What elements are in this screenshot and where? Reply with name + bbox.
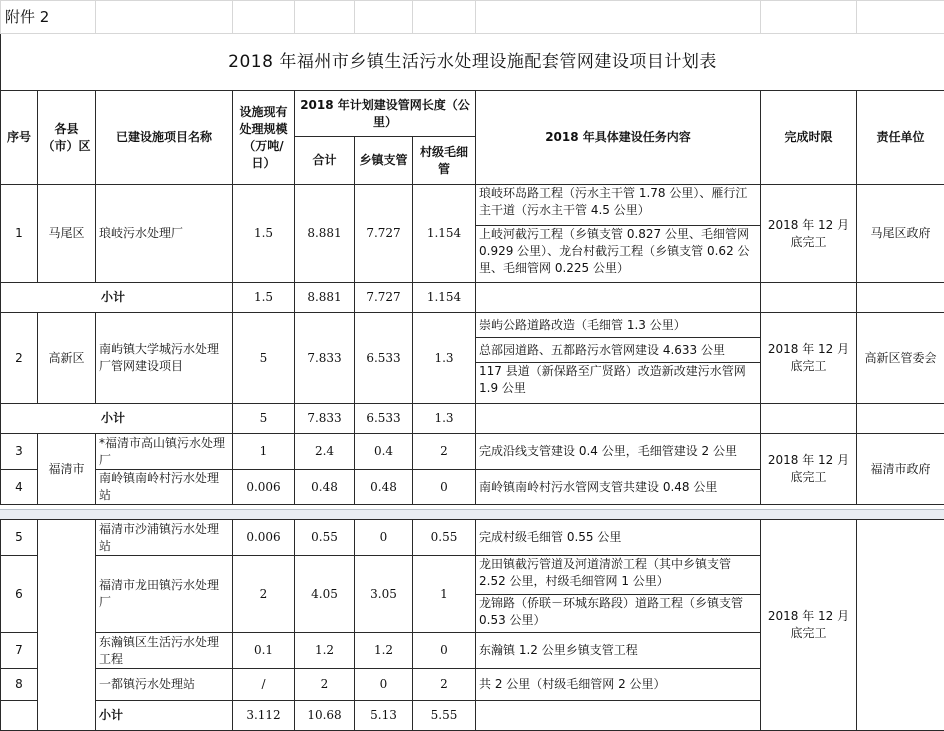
header-capacity: 设施现有处理规模（万吨/日） <box>233 91 295 185</box>
row-unit: 福清市政府 <box>857 434 944 505</box>
row-deadline: 2018 年 12 月底完工 <box>761 520 857 731</box>
header-project: 已建设施项目名称 <box>96 91 233 185</box>
empty-cell <box>857 404 944 434</box>
row-project: 南屿镇大学城污水处理厂管网建设项目 <box>96 313 233 404</box>
grid-cell[interactable] <box>413 1 476 34</box>
subtotal-capacity: 3.112 <box>233 701 295 731</box>
row-county: 高新区 <box>38 313 96 404</box>
row-town: 0.4 <box>355 434 413 470</box>
row-village: 2 <box>413 434 476 470</box>
row-town: 0.48 <box>355 470 413 505</box>
row-seq: 3 <box>1 434 38 470</box>
table-row <box>1 185 944 283</box>
subtotal-village: 1.154 <box>413 283 476 313</box>
row-village: 0 <box>413 633 476 669</box>
task-item: 完成村级毛细管 0.55 公里 <box>476 520 761 556</box>
row-total: 7.833 <box>295 313 355 404</box>
row-village: 0.55 <box>413 520 476 556</box>
header-length-group: 2018 年计划建设管网长度（公里） <box>295 91 476 137</box>
row-capacity: / <box>233 669 295 701</box>
task-item: 龙田镇截污管道及河道清淤工程（其中乡镇支管 2.52 公里，村级毛细管网 1 公里） <box>476 556 760 595</box>
subtotal-town: 5.13 <box>355 701 413 731</box>
row-town: 0 <box>355 669 413 701</box>
grid-cell[interactable] <box>761 1 857 34</box>
row-county <box>38 520 96 731</box>
row-unit <box>857 520 944 731</box>
row-tasks <box>476 185 761 283</box>
row-capacity: 1 <box>233 434 295 470</box>
row-town: 3.05 <box>355 556 413 633</box>
header-county: 各县（市）区 <box>38 91 96 185</box>
row-total: 0.55 <box>295 520 355 556</box>
task-item: 龙锦路（侨联－环城东路段）道路工程（乡镇支管 0.53 公里） <box>479 596 744 627</box>
empty-cell <box>476 283 761 313</box>
row-village: 0 <box>413 470 476 505</box>
row-total: 1.2 <box>295 633 355 669</box>
row-capacity: 2 <box>233 556 295 633</box>
header-village: 村级毛细管 <box>413 137 476 185</box>
empty-cell <box>1 701 38 731</box>
row-capacity: 0.006 <box>233 520 295 556</box>
task-item: 完成沿线支管建设 0.4 公里，毛细管建设 2 公里 <box>476 434 761 470</box>
row-unit: 高新区管委会 <box>857 313 944 404</box>
table-row <box>1 434 944 470</box>
header-seq: 序号 <box>1 91 38 185</box>
row-project: 东瀚镇区生活污水处理工程 <box>96 633 233 669</box>
row-county: 马尾区 <box>38 185 96 283</box>
row-total: 2.4 <box>295 434 355 470</box>
subtotal-capacity: 5 <box>233 404 295 434</box>
row-village: 1.154 <box>413 185 476 283</box>
task-item: 崇屿公路道路改造（毛细管 1.3 公里） <box>476 313 760 338</box>
empty-cell <box>857 283 944 313</box>
row-unit: 马尾区政府 <box>857 185 944 283</box>
row-project: 福清市沙浦镇污水处理站 <box>96 520 233 556</box>
row-total: 4.05 <box>295 556 355 633</box>
row-deadline: 2018 年 12 月底完工 <box>761 185 857 283</box>
row-capacity: 5 <box>233 313 295 404</box>
subtotal-total: 7.833 <box>295 404 355 434</box>
row-capacity: 0.1 <box>233 633 295 669</box>
grid-cell[interactable] <box>857 1 944 34</box>
subtotal-label: 小计 <box>1 404 233 434</box>
row-deadline: 2018 年 12 月底完工 <box>761 434 857 505</box>
row-village: 1 <box>413 556 476 633</box>
row-project: 一都镇污水处理站 <box>96 669 233 701</box>
row-seq: 5 <box>1 520 38 556</box>
table-row <box>1 520 944 556</box>
grid-cell[interactable] <box>295 1 355 34</box>
empty-cell <box>761 404 857 434</box>
row-seq: 6 <box>1 556 38 633</box>
subtotal-label: 小计 <box>1 283 233 313</box>
subtotal-total: 10.68 <box>295 701 355 731</box>
grid-cell[interactable] <box>96 1 233 34</box>
table-title: 2018 年福州市乡镇生活污水处理设施配套管网建设项目计划表 <box>1 34 944 91</box>
annex-label: 附件 2 <box>1 1 96 34</box>
task-item: 南岭镇南岭村污水管网支管共建设 0.48 公里 <box>476 470 761 505</box>
task-item: 上岐河截污工程（乡镇支管 0.827 公里、毛细管网 0.929 公里）、龙台村截污工程（乡镇支管 0.62 公里、毛细管网 0.225 公里） <box>479 227 750 275</box>
row-town: 6.533 <box>355 313 413 404</box>
row-project: *福清市高山镇污水处理厂 <box>96 434 233 470</box>
task-item: 总部园道路、五都路污水管网建设 4.633 公里 <box>476 338 760 363</box>
row-seq: 2 <box>1 313 38 404</box>
row-tasks <box>476 313 761 404</box>
row-town: 1.2 <box>355 633 413 669</box>
grid-cell[interactable] <box>476 1 761 34</box>
row-capacity: 0.006 <box>233 470 295 505</box>
table-row <box>1 313 944 404</box>
empty-cell <box>761 283 857 313</box>
row-seq: 4 <box>1 470 38 505</box>
subtotal-row <box>1 404 944 434</box>
header-total: 合计 <box>295 137 355 185</box>
row-village: 2 <box>413 669 476 701</box>
subtotal-village: 1.3 <box>413 404 476 434</box>
task-item: 共 2 公里（村级毛细管网 2 公里） <box>476 669 761 701</box>
task-item: 东瀚镇 1.2 公里乡镇支管工程 <box>476 633 761 669</box>
row-town: 0 <box>355 520 413 556</box>
subtotal-town: 6.533 <box>355 404 413 434</box>
subtotal-row <box>1 283 944 313</box>
row-capacity: 1.5 <box>233 185 295 283</box>
subtotal-village: 5.55 <box>413 701 476 731</box>
row-total: 2 <box>295 669 355 701</box>
row-town: 7.727 <box>355 185 413 283</box>
header-tasks: 2018 年具体建设任务内容 <box>476 91 761 185</box>
row-seq: 7 <box>1 633 38 669</box>
header-deadline: 完成时限 <box>761 91 857 185</box>
row-seq: 1 <box>1 185 38 283</box>
empty-cell <box>476 404 761 434</box>
grid-cell[interactable] <box>355 1 413 34</box>
row-deadline: 2018 年 12 月底完工 <box>761 313 857 404</box>
row-village: 1.3 <box>413 313 476 404</box>
row-tasks <box>476 556 761 633</box>
subtotal-label: 小计 <box>96 701 233 731</box>
row-county: 福清市 <box>38 434 96 505</box>
subtotal-capacity: 1.5 <box>233 283 295 313</box>
row-total: 0.48 <box>295 470 355 505</box>
header-town: 乡镇支管 <box>355 137 413 185</box>
subtotal-total: 8.881 <box>295 283 355 313</box>
task-item: 117 县道（新保路至广贤路）改造新改建污水管网 1.9 公里 <box>479 364 746 395</box>
grid-cell[interactable] <box>233 1 295 34</box>
empty-cell <box>476 701 761 731</box>
header-unit: 责任单位 <box>857 91 944 185</box>
plan-table-lower <box>0 519 944 731</box>
subtotal-town: 7.727 <box>355 283 413 313</box>
task-item: 琅岐环岛路工程（污水主干管 1.78 公里）、雁行江主干道（污水主干管 4.5 公里） <box>476 185 760 226</box>
row-seq: 8 <box>1 669 38 701</box>
row-project: 福清市龙田镇污水处理厂 <box>96 556 233 633</box>
row-project: 南岭镇南岭村污水处理站 <box>96 470 233 505</box>
row-project: 琅岐污水处理厂 <box>96 185 233 283</box>
row-total: 8.881 <box>295 185 355 283</box>
